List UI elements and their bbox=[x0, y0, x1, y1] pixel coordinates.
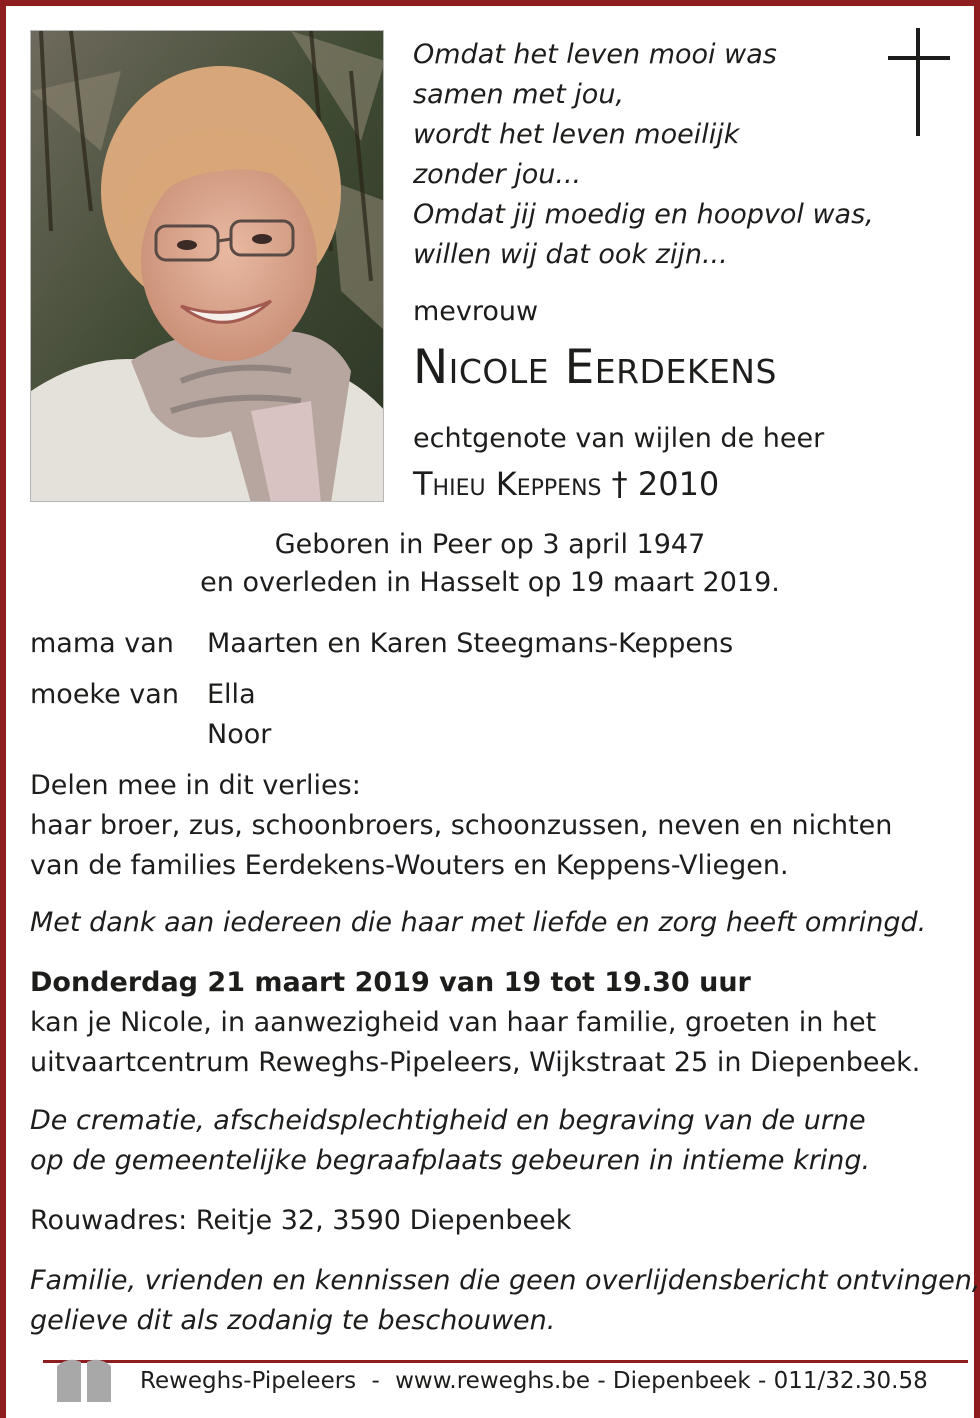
poem-line: willen wij dat ook zijn... bbox=[413, 239, 728, 270]
footer-company: Reweghs-Pipeleers bbox=[140, 1368, 357, 1394]
cremation-line: De crematie, afscheidsplechtigheid en begraving van de urne bbox=[30, 1105, 866, 1136]
poem-line: samen met jou, bbox=[413, 79, 625, 110]
death-line: en overleden in Hasselt op 19 maart 2019. bbox=[200, 567, 780, 598]
poem-line: Omdat jij moedig en hoopvol was, bbox=[413, 199, 874, 230]
footer-separator: - bbox=[371, 1368, 380, 1394]
notice-line: Familie, vrienden en kennissen die geen overlijdensbericht ontvingen, bbox=[30, 1265, 980, 1296]
mourning-address: Rouwadres: Reitje 32, 3590 Diepenbeek bbox=[30, 1205, 572, 1236]
sharing-line: van de families Eerdekens-Wouters en Keppens-Vliegen. bbox=[30, 850, 789, 881]
mama-label: mama van bbox=[30, 628, 174, 659]
children-names: Maarten en Karen Steegmans-Keppens bbox=[207, 628, 734, 659]
spouse-intro: echtgenote van wijlen de heer bbox=[413, 423, 825, 454]
grandchild-name: Ella bbox=[207, 679, 256, 710]
visit-date: Donderdag 21 maart 2019 van 19 tot 19.30 uur bbox=[30, 967, 751, 998]
sharing-line: haar broer, zus, schoonbroers, schoonzussen, neven en nichten bbox=[30, 810, 893, 841]
thanks-text: Met dank aan iedereen die haar met liefde en zorg heeft omringd. bbox=[30, 907, 927, 938]
poem-line: zonder jou... bbox=[413, 159, 582, 190]
deceased-name: Nicole Eerdekens bbox=[413, 340, 777, 395]
portrait-illustration bbox=[31, 31, 384, 502]
spouse-death-year: † 2010 bbox=[611, 465, 720, 503]
poem-line: wordt het leven moeilijk bbox=[413, 119, 740, 150]
cremation-line: op de gemeentelijke begraafplaats gebeuren in intieme kring. bbox=[30, 1145, 871, 1176]
sharing-intro: Delen mee in dit verlies: bbox=[30, 770, 361, 801]
moeke-label: moeke van bbox=[30, 679, 179, 710]
visit-line: uitvaartcentrum Reweghs-Pipeleers, Wijkstraat 25 in Diepenbeek. bbox=[30, 1047, 921, 1078]
notice-line: gelieve dit als zodanig te beschouwen. bbox=[30, 1305, 556, 1336]
poem-line: Omdat het leven mooi was bbox=[413, 39, 777, 70]
spouse-line bbox=[413, 465, 719, 503]
portrait-photo bbox=[30, 30, 384, 502]
cross-icon bbox=[888, 28, 952, 138]
footer-details: www.reweghs.be - Diepenbeek - 011/32.30.58 bbox=[395, 1368, 928, 1394]
poem bbox=[413, 35, 874, 275]
grandchild-name: Noor bbox=[207, 719, 272, 750]
visit-line: kan je Nicole, in aanwezigheid van haar familie, groeten in het bbox=[30, 1007, 877, 1038]
funeral-home-logo-icon bbox=[55, 1354, 115, 1404]
spouse-name: Thieu Keppens bbox=[413, 465, 602, 503]
birth-line: Geboren in Peer op 3 april 1947 bbox=[274, 529, 706, 560]
honorific: mevrouw bbox=[413, 296, 539, 327]
footer-contact bbox=[140, 1368, 928, 1394]
footer-divider bbox=[43, 1360, 968, 1363]
